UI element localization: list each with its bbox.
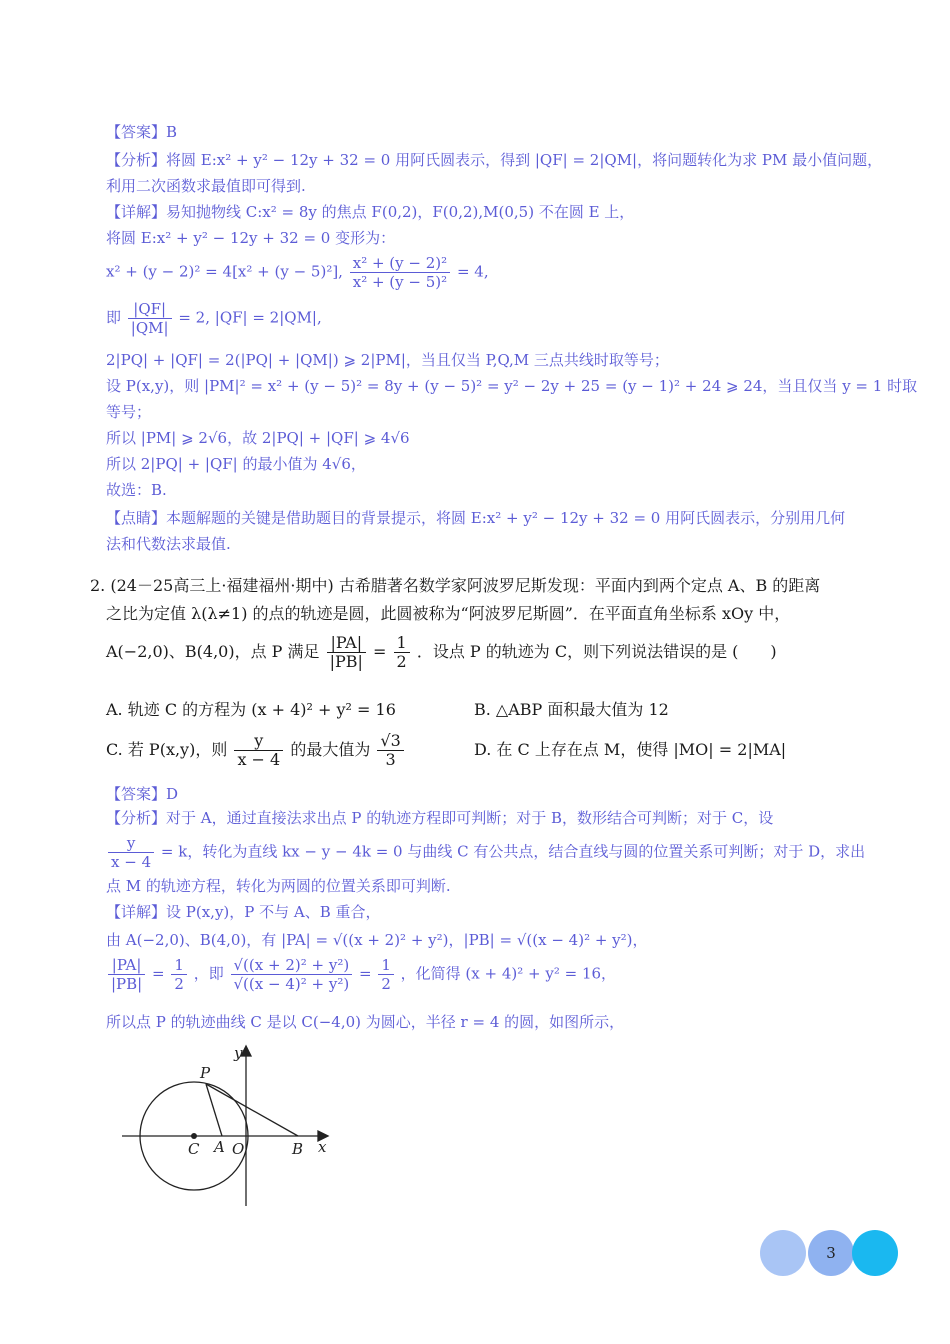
opt-part: C. 若 P(x,y)，则 <box>106 740 228 759</box>
detail2-line-1: 【详解】设 P(x,y)，P 不与 A、B 重合， <box>106 903 381 921</box>
circle-diagram <box>118 1040 348 1210</box>
center-point <box>191 1133 197 1139</box>
page-number-badge <box>760 1228 900 1278</box>
question-line-2: 之比为定值 λ(λ≠1) 的点的轨迹是圆，此圆被称为“阿波罗尼斯圆”．在平面直角坐标系 xOy 中， <box>106 604 791 623</box>
label-b: B <box>292 1140 304 1158</box>
denominator: |QM| <box>130 319 169 337</box>
detail-part: ，即 <box>193 964 224 983</box>
option-c <box>106 732 406 769</box>
fraction <box>108 834 154 871</box>
option-a: A. 轨迹 C 的方程为 (x + 4)² + y² = 16 <box>106 700 396 719</box>
choice-line: 故选：B. <box>106 481 167 499</box>
fraction <box>171 956 187 993</box>
y-axis-arrow <box>241 1046 251 1056</box>
q-part: A(−2,0)、B(4,0)，点 P 满足 <box>106 642 320 661</box>
option-b: B. △ABP 面积最大值为 12 <box>474 700 669 719</box>
label-a: A <box>214 1138 225 1156</box>
denominator: x − 4 <box>237 750 281 769</box>
label-y: y <box>234 1044 243 1062</box>
numerator: |PA| <box>108 956 145 975</box>
denominator: x − 4 <box>111 853 152 871</box>
denominator: √((x − 4)² + y²) <box>233 975 350 993</box>
numerator: |PA| <box>327 634 366 653</box>
detail2-line-2: 由 A(−2,0)、B(4,0)，有 |PA| = √((x + 2)² + y²)，|PB| = √((x − 4)² + y²)， <box>106 931 648 949</box>
q-part: = <box>373 642 387 661</box>
label-p: P <box>200 1064 211 1082</box>
eq-part: = 4, <box>456 262 489 281</box>
answer-line: 【答案】B <box>106 123 178 141</box>
opt-part: 的最大值为 <box>290 740 371 759</box>
numerator: |QF| <box>128 300 172 319</box>
fraction <box>231 956 353 993</box>
label-c: C <box>188 1140 200 1158</box>
detail-line-2: 将圆 E:x² + y² − 12y + 32 = 0 变形为： <box>106 229 396 247</box>
analysis-line-2: 利用二次函数求最值即可得到. <box>106 177 306 195</box>
fraction <box>394 634 410 671</box>
numerator: x² + (y − 2)² <box>350 254 450 273</box>
detail-line-1: 【详解】易知抛物线 C:x² = 8y 的焦点 F(0,2)，F(0,2),M(0,5) 不在圆 E 上， <box>106 203 635 221</box>
denominator: 2 <box>396 652 407 671</box>
badge-circle-dark <box>852 1230 898 1276</box>
denominator: 2 <box>174 975 184 993</box>
denominator: x² + (y − 5)² <box>352 273 448 291</box>
denominator: |PB| <box>111 975 143 993</box>
label-o: O <box>232 1140 245 1158</box>
fraction <box>327 634 366 671</box>
fraction <box>128 300 172 337</box>
denominator: 3 <box>385 750 396 769</box>
detail2-line-4: 所以点 P 的轨迹曲线 C 是以 C(−4,0) 为圆心，半径 r = 4 的圆，如图所示， <box>106 1013 625 1031</box>
analysis2-line-1: 【分析】对于 A，通过直接法求出点 P 的轨迹方程即可判断；对于 B，数形结合可判断；对于 C，设 <box>106 809 774 827</box>
fraction <box>350 254 450 291</box>
detail2-line-3 <box>106 956 616 993</box>
analysis-part: = k，转化为直线 kx − y − 4k = 0 与曲线 C 有公共点，结合直线与圆的位置关系可判断；对于 D，求出 <box>160 842 866 861</box>
fraction <box>234 732 283 769</box>
badge-circle-light <box>760 1230 806 1276</box>
detail-part: ，化简得 (x + 4)² + y² = 16， <box>400 964 617 983</box>
question-line-3 <box>106 634 777 671</box>
detail-line-4 <box>106 300 322 337</box>
fraction <box>378 956 394 993</box>
detail-line-8: 所以 |PM| ⩾ 2√6，故 2|PQ| + |QF| ⩾ 4√6 <box>106 429 410 447</box>
eq-part: 即 <box>106 308 122 327</box>
numerator: √((x + 2)² + y²) <box>231 956 353 975</box>
numerator: 1 <box>378 956 394 975</box>
analysis2-line-2 <box>106 834 865 871</box>
option-d: D. 在 C 上存在点 M，使得 |MO| = 2|MA| <box>474 740 787 759</box>
fraction <box>108 956 145 993</box>
fraction <box>377 732 403 769</box>
analysis2-line-3: 点 M 的轨迹方程，转化为两圆的位置关系即可判断. <box>106 877 451 895</box>
answer-line-2: 【答案】D <box>106 785 179 803</box>
question-line-1: 2. (24－25高三上·福建福州·期中) 古希腊著名数学家阿波罗尼斯发现：平面内到两个定点 A、B 的距离 <box>90 576 821 595</box>
detail-part: = <box>152 964 165 983</box>
numerator: √3 <box>377 732 403 751</box>
comment-line-2: 法和代数法求最值. <box>106 535 231 553</box>
detail-line-5: 2|PQ| + |QF| = 2(|PQ| + |QM|) ⩾ 2|PM|，当且仅当 P,Q,M 三点共线时取等号； <box>106 351 669 369</box>
detail-line-6: 设 P(x,y)，则 |PM|² = x² + (y − 5)² = 8y + (y − 5)² = y² − 2y + 25 = (y − 1)² + 24 ⩾ 24，当且仅当 y = 1 时取 <box>106 377 918 395</box>
page-number: 3 <box>826 1244 836 1262</box>
q-part: ．设点 P 的轨迹为 C，则下列说法错误的是 ( ) <box>416 642 777 661</box>
detail-part: = <box>358 964 372 983</box>
detail-line-7: 等号； <box>106 403 152 421</box>
numerator: y <box>234 732 283 751</box>
detail-line-3 <box>106 254 489 291</box>
analysis-line-1: 【分析】将圆 E:x² + y² − 12y + 32 = 0 用阿氏圆表示，得到 |QF| = 2|QM|，将问题转化为求 PM 最小值问题， <box>106 151 883 169</box>
numerator: 1 <box>394 634 410 653</box>
numerator: y <box>108 834 154 853</box>
eq-part: = 2, |QF| = 2|QM|, <box>178 308 322 327</box>
numerator: 1 <box>171 956 187 975</box>
label-x: x <box>318 1138 327 1156</box>
denominator: |PB| <box>329 652 363 671</box>
denominator: 2 <box>381 975 391 993</box>
detail-line-9: 所以 2|PQ| + |QF| 的最小值为 4√6， <box>106 455 366 473</box>
eq-part: x² + (y − 2)² = 4[x² + (y − 5)²], <box>106 262 343 281</box>
comment-line-1: 【点睛】本题解题的关键是借助题目的背景提示，将圆 E:x² + y² − 12y + 32 = 0 用阿氏圆表示，分别用几何 <box>106 509 846 527</box>
